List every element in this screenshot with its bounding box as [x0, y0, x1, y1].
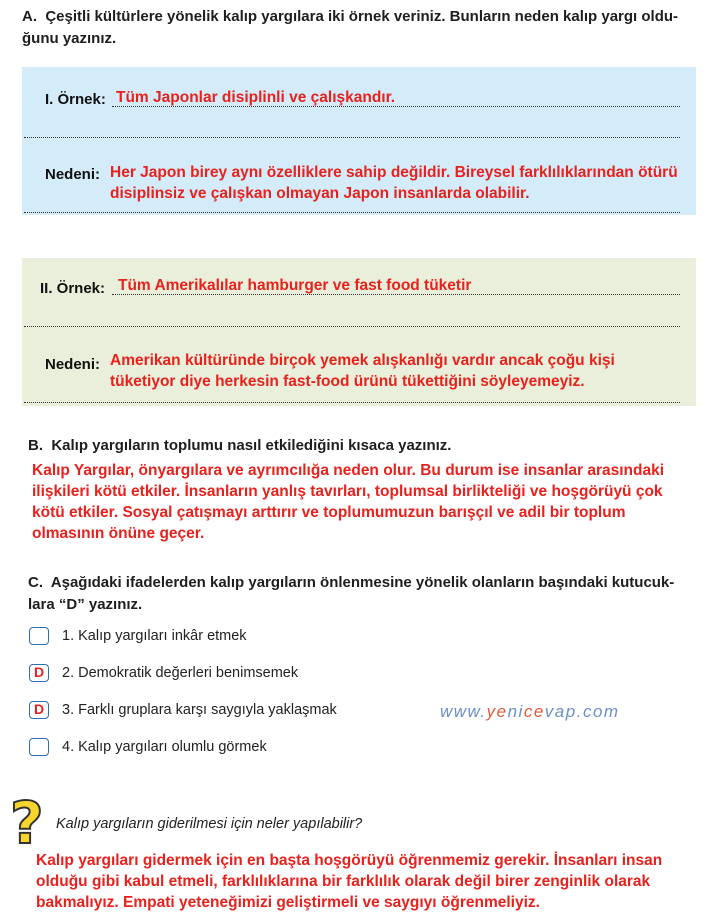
section-c-question-line1: Aşağıdaki ifadelerden kalıp yargıların önlenmesine yönelik olanların başındaki kutucuk-: [50, 574, 675, 591]
item-3-text: 3. Farklı gruplara karşı saygıyla yaklaşmak: [62, 702, 337, 718]
section-b-answer-line: olmasının önüne geçer.: [32, 525, 205, 542]
example-2-reason-label: Nedeni:: [45, 356, 101, 373]
section-b-question-text: Kalıp yargıların toplumu nasıl etkilediğini kısaca yazınız.: [51, 437, 452, 454]
checkbox-item-4[interactable]: [29, 738, 49, 756]
example-2-reason-line2: tüketiyor diye herkesin fast-food ürünü tükettiğini söyleyemeyiz.: [110, 373, 585, 390]
question-mark-icon: ?: [10, 789, 44, 857]
section-c-question: [28, 572, 703, 616]
watermark-part: ce: [523, 702, 545, 721]
item-2-text: 2. Demokratik değerleri benimsemek: [62, 665, 299, 681]
checkbox-item-1[interactable]: [29, 627, 49, 645]
example-1-reason-label: Nedeni:: [45, 166, 101, 183]
bonus-answer-line: Kalıp yargıları gidermek için en başta hoşgörüyü öğrenmemiz gerekir. İnsanları insan: [36, 852, 663, 869]
item-4-text: 4. Kalıp yargıları olumlu görmek: [62, 739, 267, 755]
example-1-reason-line2: disiplinsiz ve çalışkan olmayan Japon insanlarda olabilir.: [110, 185, 530, 202]
example-2-label: II. Örnek:: [40, 280, 106, 297]
answer-line: [24, 402, 680, 403]
section-b-answer-line: Kalıp Yargılar, önyargılara ve ayrımcılığa neden olur. Bu durum ise insanlar arasındaki: [32, 462, 665, 479]
section-b-question: [28, 435, 451, 457]
checkbox-item-2[interactable]: D: [29, 664, 49, 682]
section-b-answer-line: ilişkileri kötü etkiler. İnsanların yanlış tavırları, toplumsal birlikteliği ve hoşgörüyü çok: [32, 483, 663, 500]
section-b-letter: B.: [28, 437, 43, 454]
section-a-question: [22, 6, 702, 50]
bonus-answer-line: olduğu gibi kabul etmeli, farklılıklarına bir farklılık olarak değil birer zenginlik olarak: [36, 873, 651, 890]
section-b-answer-line: kötü etkiler. Sosyal çatışmayı arttırır ve toplumumuzun barışçıl ve adil bir toplum: [32, 504, 626, 521]
answer-line: [24, 212, 680, 213]
example-1-reason-line1: Her Japon birey aynı özelliklere sahip değildir. Bireysel farklılıklarından ötürü: [110, 164, 678, 181]
section-a-question-line2: ğunu yazınız.: [22, 30, 117, 47]
bonus-answer-line: bakmalıyız. Empati yeteneğimizi geliştirmeli ve saygıyı öğrenmeliyiz.: [36, 894, 540, 911]
answer-line: [112, 106, 680, 107]
watermark-prefix: www.: [440, 702, 487, 721]
watermark-suffix: .com: [576, 702, 620, 721]
example-1-answer: Tüm Japonlar disiplinli ve çalışkandır.: [116, 89, 396, 106]
section-c-letter: C.: [28, 574, 43, 591]
section-b-answer: [32, 460, 702, 544]
watermark-part: ni: [507, 702, 524, 721]
watermark-part: ye: [486, 702, 508, 721]
section-a-letter: A.: [22, 8, 37, 25]
item-1-text: 1. Kalıp yargıları inkâr etmek: [62, 628, 247, 644]
answer-line: [112, 294, 680, 295]
example-2-answer: Tüm Amerikalılar hamburger ve fast food tüketir: [118, 277, 472, 294]
checkbox-item-3[interactable]: D: [29, 701, 49, 719]
example-2-reason-line1: Amerikan kültüründe birçok yemek alışkanlığı vardır ancak çoğu kişi: [110, 352, 615, 369]
bonus-question: Kalıp yargıların giderilmesi için neler yapılabilir?: [56, 816, 363, 832]
bonus-answer: [36, 850, 706, 913]
example-1-label: I. Örnek:: [45, 91, 106, 108]
answer-line: [24, 137, 680, 138]
watermark: [440, 702, 620, 722]
section-c-question-line2: lara “D” yazınız.: [28, 596, 143, 613]
section-a-question-line1: Çeşitli kültürlere yönelik kalıp yargılara iki örnek veriniz. Bunların neden kalıp yargı oldu-: [45, 8, 679, 25]
watermark-part: vap: [544, 702, 577, 721]
answer-line: [24, 326, 680, 327]
